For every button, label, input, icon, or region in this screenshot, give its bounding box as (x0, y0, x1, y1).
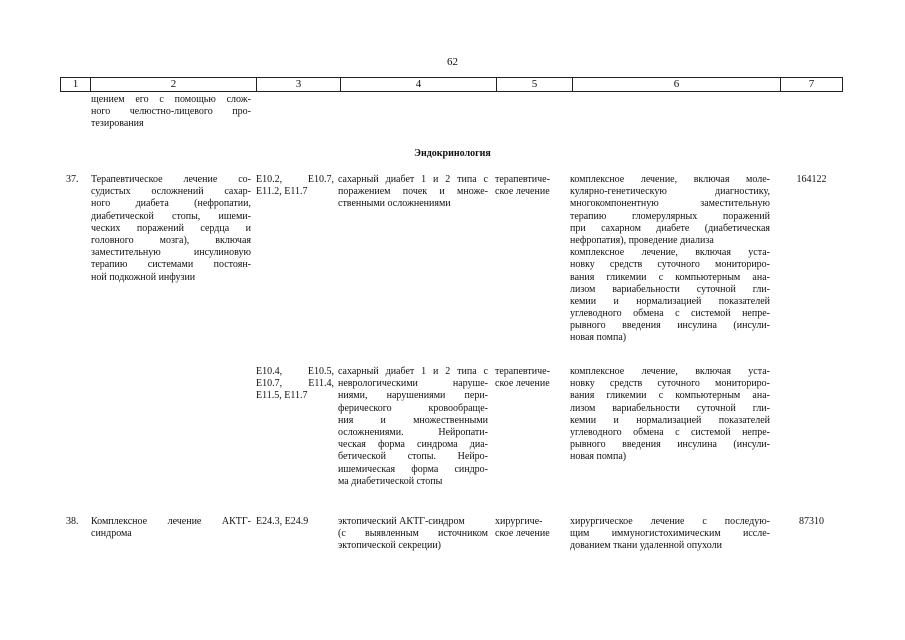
model-line: сахарный диабет 1 и 2 типа с (338, 366, 488, 377)
name-line: головного мозга), включая (91, 234, 251, 246)
method-line: терапию гломерулярных поражений (570, 210, 770, 222)
row-37-method-b (570, 366, 770, 464)
name-line: ческих поражений сердца и (91, 222, 251, 234)
row-38-name (91, 516, 251, 540)
method-line: рывного введения инсулина (инсули- (570, 439, 770, 451)
name-line: ной подкожной инфузии (91, 271, 196, 283)
method-line: новая помпа) (570, 451, 627, 463)
row-37-type-a (495, 174, 567, 198)
method-line: щим иммуногистохимическим иссле- (570, 528, 770, 540)
page-number: 62 (447, 56, 458, 68)
model-line: ния и множественными (338, 414, 488, 426)
row-number: 37. (66, 174, 79, 185)
row-37-method-a (570, 174, 770, 345)
code-line: E11.2, E11.7 (256, 186, 308, 198)
header-col-4: 4 (340, 78, 496, 91)
model-line: ма диабетической стопы (338, 475, 443, 487)
section-title: Эндокринология (414, 148, 491, 159)
type-line: терапевтиче- (495, 174, 550, 185)
header-col-6: 6 (572, 78, 780, 91)
method-line: вания гликемии с компьютерным ана- (570, 390, 770, 402)
row-38-price: 87310 (799, 516, 824, 527)
code-line: E11.5, E11.7 (256, 390, 308, 402)
row-38-codes (256, 516, 334, 528)
carry-over-text (91, 94, 251, 131)
model-line: эктопический АКТГ-синдром (338, 516, 465, 527)
type-line: хирургиче- (495, 516, 543, 527)
row-38-type (495, 516, 567, 540)
header-col-2: 2 (90, 78, 256, 91)
row-37-price: 164122 (796, 174, 827, 185)
row-37-codes-b (256, 366, 334, 403)
carry-line: щением его с помощью слож- (91, 94, 251, 105)
method-line: кемии и нормализацией показателей (570, 295, 770, 307)
method-line: новку средств суточного мониториро- (570, 378, 770, 390)
model-line: сахарный диабет 1 и 2 типа с (338, 174, 488, 185)
carry-line: ного челюстно-лицевого про- (91, 106, 251, 118)
type-line: ское лечение (495, 186, 550, 198)
name-line: ного диабета (нефропатии, (91, 198, 251, 210)
method-line: лизом вариабельности суточной гли- (570, 402, 770, 414)
method-line: новая помпа) (570, 332, 627, 344)
name-line: диабетической стопы, ишеми- (91, 210, 251, 222)
name-line: терапию системами постоян- (91, 259, 251, 271)
name-line: Комплексное лечение АКТГ- (91, 516, 251, 527)
row-37-model-a (338, 174, 488, 211)
method-line: комплексное лечение, включая моле- (570, 174, 770, 185)
model-line: осложнениями. Нейропати- (338, 426, 488, 438)
name-line: заместительную инсулиновую (91, 247, 251, 259)
model-line: ственными осложнениями (338, 198, 451, 210)
name-line: судистых осложнений сахар- (91, 186, 251, 198)
method-line: кемии и нормализацией показателей (570, 414, 770, 426)
method-line: вания гликемии с компьютерным ана- (570, 271, 770, 283)
model-line: эктопической секреции) (338, 540, 441, 552)
header-col-5: 5 (496, 78, 572, 91)
method-line: нефропатия), проведение диализа (570, 234, 714, 246)
table-header-row (60, 77, 843, 92)
row-38-model (338, 516, 488, 553)
method-line: углеводного обмена с системой непре- (570, 308, 770, 320)
code-line: E10.4, E10.5, (256, 366, 334, 377)
model-line: поражением почек и множе- (338, 186, 488, 198)
method-line: дованием ткани удаленной опухоли (570, 540, 722, 552)
row-37-model-b (338, 366, 488, 488)
type-line: ское лечение (495, 378, 550, 390)
method-line: лизом вариабельности суточной гли- (570, 283, 770, 295)
carry-line: тезирования (91, 118, 144, 130)
method-line: комплексное лечение, включая уста- (570, 247, 770, 259)
row-37-name (91, 174, 251, 284)
code-line: E24.3, E24.9 (256, 516, 309, 527)
model-line: ишемическая форма синдро- (338, 463, 488, 475)
method-line: многокомпонентную заместительную (570, 198, 770, 210)
row-number: 38. (66, 516, 79, 527)
row-37-codes-a (256, 174, 334, 198)
code-line: E10.2, E10.7, (256, 174, 334, 185)
type-line: ское лечение (495, 528, 550, 540)
method-line: кулярно-генетическую диагностику, (570, 186, 770, 198)
row-37-type-b (495, 366, 567, 390)
model-line: бетической стопы. Нейро- (338, 451, 488, 463)
header-col-7: 7 (780, 78, 843, 91)
method-line: хирургическое лечение с последую- (570, 516, 770, 527)
name-line: синдрома (91, 528, 132, 540)
method-line: углеводного обмена с системой непре- (570, 426, 770, 438)
model-line: неврологическими наруше- (338, 378, 488, 390)
code-line: E10.7, E11.4, (256, 378, 334, 390)
type-line: терапевтиче- (495, 366, 550, 377)
method-line: рывного введения инсулина (инсули- (570, 320, 770, 332)
header-col-3: 3 (256, 78, 340, 91)
method-line: комплексное лечение, включая уста- (570, 366, 770, 377)
method-line: при сахарном диабете (диабетическая (570, 222, 770, 234)
name-line: Терапевтическое лечение со- (91, 174, 251, 185)
model-line: (с выявленным источником (338, 528, 488, 540)
row-38-method (570, 516, 770, 553)
model-line: ферического кровообраще- (338, 402, 488, 414)
model-line: ниями, нарушениями пери- (338, 390, 488, 402)
header-col-1: 1 (60, 78, 90, 91)
method-line: новку средств суточного мониториро- (570, 259, 770, 271)
model-line: ческая форма синдрома диа- (338, 439, 488, 451)
